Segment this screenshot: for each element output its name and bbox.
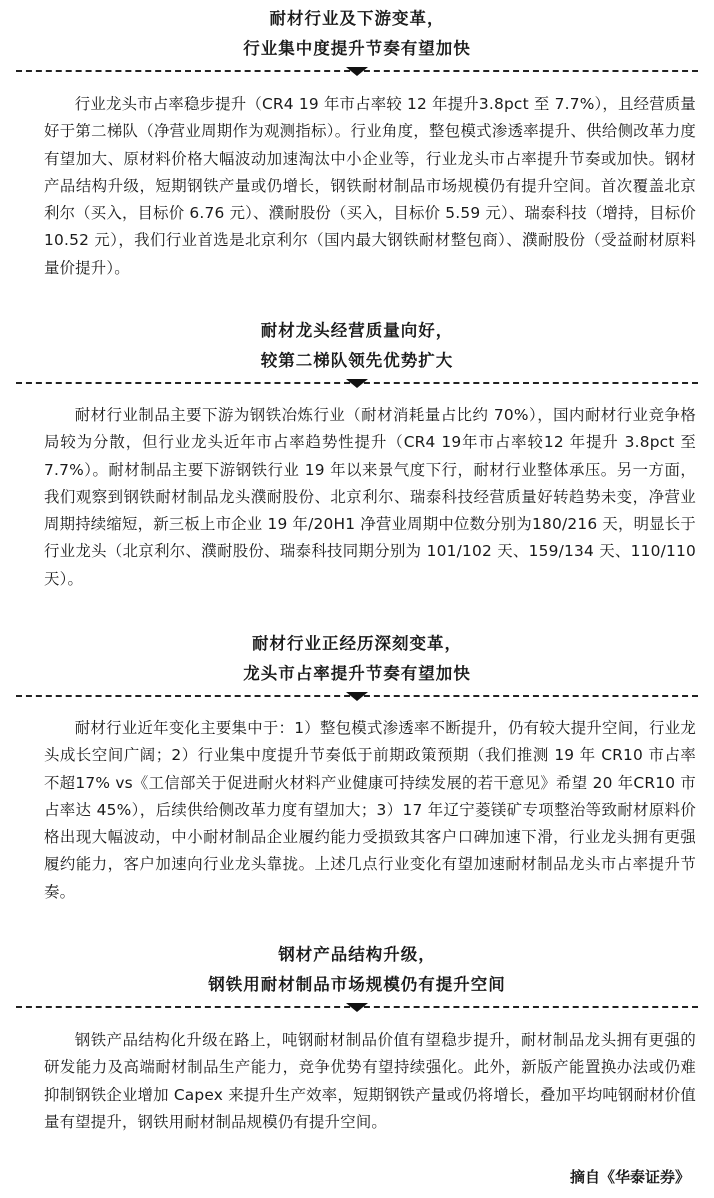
section-2-body: 耐材行业制品主要下游为钢铁冶炼行业（耐材消耗量占比约 70%），国内耐材行业竞争格局较为分散，但行业龙头近年市占率趋势性提升（CR4 19年市占率较12 年提升 3.8pct 至7.7%）。耐材制品主要下游钢铁行业 19 年以来景气度下行，耐材行业整体承压。另一方面，我们观察到钢铁耐材制品龙头濮耐股份、北京利尔、瑞泰科技经营质量好转趋势未变，净营业周期持续缩短，新三板上市企业 19 年/20H1 净营业周期中位数分别为180/216 天，明显长于行业龙头（北京利尔、濮耐股份、瑞泰科技同期分别为 101/102 天、159/134 天、110/110天）。 — [44, 406, 696, 588]
down-arrow-icon — [346, 692, 368, 701]
section-1-title-line2: 行业集中度提升节奏有望加快 — [243, 39, 471, 58]
down-arrow-icon — [346, 67, 368, 76]
down-arrow-icon — [346, 379, 368, 388]
section-4-divider — [16, 1002, 698, 1014]
section-2-title-line2: 较第二梯队领先优势扩大 — [260, 351, 454, 370]
section-4-heading — [16, 940, 698, 1014]
section-3-title-line1: 耐材行业正经历深刻变革， — [252, 634, 462, 653]
section-3-body: 耐材行业近年变化主要集中于：1）整包模式渗透率不断提升，仍有较大提升空间，行业龙头成长空间广阔；2）行业集中度提升节奏低于前期政策预期（我们推测 19 年 CR10 市占率不超17% vs《工信部关于促进耐火材料产业健康可持续发展的若干意见》希望 20 年CR10 市占率达 45%），后续供给侧改革力度有望加大；3）17 年辽宁菱镁矿专项整治等致耐材原料价格出现大幅波动，中小耐材制品企业履约能力受损致其客户口碑加速下滑，行业龙头拥有更强履约能力，客户加速向行业龙头靠拢。上述几点行业变化有望加速耐材制品龙头市占率提升节奏。 — [44, 719, 696, 901]
down-arrow-icon — [346, 1003, 368, 1012]
section-1-divider — [16, 66, 698, 78]
section-3-title-line2: 龙头市占率提升节奏有望加快 — [243, 664, 471, 683]
source-attribution: 摘自《华泰证券》 — [569, 1168, 690, 1186]
section-1-title-line1: 耐材行业及下游变革， — [269, 9, 445, 28]
section-3-divider — [16, 691, 698, 703]
section-3-heading — [16, 629, 698, 703]
section-2-title-line1: 耐材龙头经营质量向好， — [260, 321, 454, 340]
section-4-body: 钢铁产品结构化升级在路上，吨钢耐材制品价值有望稳步提升，耐材制品龙头拥有更强的研发能力及高端耐材制品生产能力，竞争优势有望持续强化。此外，新版产能置换办法或仍难抑制钢铁企业增加 Capex 来提升生产效率，短期钢铁产量或仍将增长，叠加平均吨钢耐材价值量有望提升，钢铁用耐材制品规模仍有提升空间。 — [44, 1031, 696, 1131]
section-1-heading — [16, 4, 698, 78]
section-4-title-line1: 钢材产品结构升级， — [278, 945, 436, 964]
section-2-divider — [16, 378, 698, 390]
section-1-body: 行业龙头市占率稳步提升（CR4 19 年市占率较 12 年提升3.8pct 至 7.7%），且经营质量好于第二梯队（净营业周期作为观测指标）。行业角度，整包模式渗透率提升、供给侧改革力度有望加大、原材料价格大幅波动加速淘汰中小企业等，行业龙头市占率提升节奏或加快。钢材产品结构升级，短期钢铁产量或仍增长，钢铁耐材制品市场规模仍有提升空间。首次覆盖北京利尔（买入，目标价 6.76 元）、濮耐股份（买入，目标价 5.59 元）、瑞泰科技（增持，目标价 10.52 元），我们行业首选是北京利尔（国内最大钢铁耐材整包商）、濮耐股份（受益耐材原料量价提升）。 — [44, 95, 696, 277]
section-4-title-line2: 钢铁用耐材制品市场规模仍有提升空间 — [208, 975, 506, 994]
section-2-heading — [16, 316, 698, 390]
